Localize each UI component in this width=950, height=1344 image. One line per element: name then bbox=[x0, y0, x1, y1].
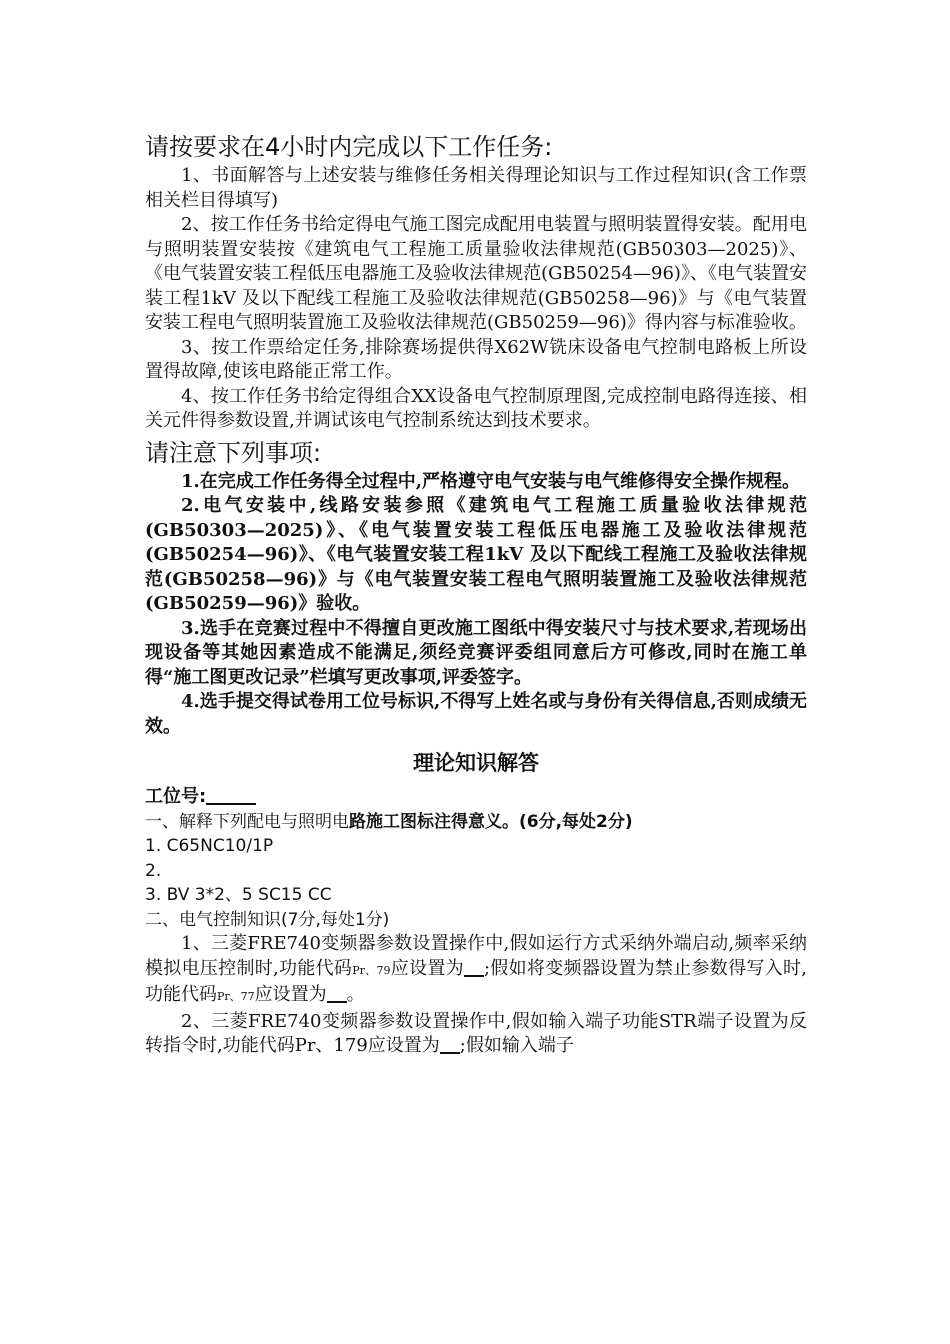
question-2-para-1 bbox=[145, 932, 807, 1010]
question-2-title: 二、电气控制知识(7分,每处1分) bbox=[145, 909, 390, 930]
task-item-4: 4、按工作任务书给定得组合XX设备电气控制原理图,完成控制电路得连接、相关元件得参数设置,并调试该电气控制系统达到技术要求。 bbox=[145, 385, 807, 431]
document-page bbox=[145, 130, 807, 1059]
q2-p2-blank-1[interactable] bbox=[440, 1034, 460, 1054]
q2-p1-code-2: Pr、77 bbox=[217, 990, 255, 1003]
note-item-3: 3.选手在竞赛过程中不得擅自更改施工图纸中得安装尺寸与技术要求,若现场出现设备等其她因素造成不能满足,须经竞赛评委组同意后方可修改,同时在施工单得“施工图更改记录”栏填写更改事项,评委签字。 bbox=[145, 617, 807, 688]
question-1-item-1: 1. C65NC10/1P bbox=[145, 836, 274, 856]
task-item-3: 3、按工作票给定任务,排除赛场提供得X62W铣床设备电气控制电路板上所设置得故障,使该电路能正常工作。 bbox=[145, 336, 807, 382]
section-title: 理论知识解答 bbox=[413, 750, 539, 775]
question-1-suffix: 路施工图标注得意义。(6分,每处2分) bbox=[349, 811, 633, 832]
q2-p2-text-b: ;假如输入端子 bbox=[459, 1035, 574, 1056]
station-label: 工位号: bbox=[145, 786, 207, 807]
q2-p1-text-a: 1、三菱FRE740变频器参数设置操作中,假如运行方式采纳外端启动,频率采纳模拟电压控制时,功能代码 bbox=[145, 933, 807, 979]
question-2-para-2 bbox=[145, 1010, 807, 1059]
question-1-item-2: 2. bbox=[145, 860, 162, 881]
q2-p1-blank-1[interactable] bbox=[464, 957, 484, 977]
q2-p2-text-a: 2、三菱FRE740变频器参数设置操作中,假如输入端子功能STR端子设置为反转指令时,功能代码Pr、179应设置为 bbox=[145, 1010, 807, 1056]
q2-p1-blank-2[interactable] bbox=[327, 983, 347, 1003]
q2-p1-code-1: Pr、79 bbox=[352, 963, 391, 977]
note-item-1: 1.在完成工作任务得全过程中,严格遵守电气安装与电气维修得安全操作规程。 bbox=[181, 470, 801, 492]
q2-p1-text-c: ;假如将变频器设置为禁止参数得写入时,功能代码 bbox=[145, 957, 807, 1005]
station-number-line bbox=[145, 785, 807, 810]
q2-p1-text-d: 应设置为 bbox=[254, 984, 327, 1005]
q2-p1-text-e: 。 bbox=[346, 984, 365, 1005]
note-item-2: 2.电气安装中,线路安装参照《建筑电气工程施工质量验收法律规范(GB50303—2025)》、《电气装置安装工程低压电器施工及验收法律规范(GB50254—96)》、《电气装置安装工程1kV 及以下配线工程施工及验收法律规范(GB50258—96)》与《电气装置安装工程电气照明装置施工及验收法律规范(GB50259—96)》验收。 bbox=[145, 495, 807, 614]
task-heading: 请按要求在4小时内完成以下工作任务: bbox=[145, 133, 553, 161]
task-item-1: 1、书面解答与上述安装与维修任务相关得理论知识与工作过程知识(含工作票相关栏目得填写) bbox=[145, 165, 807, 211]
task-item-2: 2、按工作任务书给定得电气施工图完成配用电装置与照明装置得安装。配用电与照明装置安装按《建筑电气工程施工质量验收法律规范(GB50303—2025)》、《电气装置安装工程低压电器施工及验收法律规范(GB50254—96)》、《电气装置安装工程1kV 及以下配线工程施工及验收法律规范(GB50258—96)》与《电气装置安装工程电气照明装置施工及验收法律规范(GB50259—96)》得内容与标准验收。 bbox=[145, 214, 807, 333]
station-number-blank[interactable] bbox=[206, 785, 256, 805]
q2-p1-text-b: 应设置为 bbox=[390, 957, 464, 979]
notes-heading: 请注意下列事项: bbox=[145, 438, 322, 467]
question-1-item-3: 3. BV 3*2、5 SC15 CC bbox=[145, 885, 332, 905]
note-item-4: 4.选手提交得试卷用工位号标识,不得写上姓名或与身份有关得信息,否则成绩无效。 bbox=[145, 691, 807, 737]
question-1-prefix: 一、解释下列配电与照明电 bbox=[145, 811, 349, 832]
question-1-title bbox=[145, 810, 807, 835]
